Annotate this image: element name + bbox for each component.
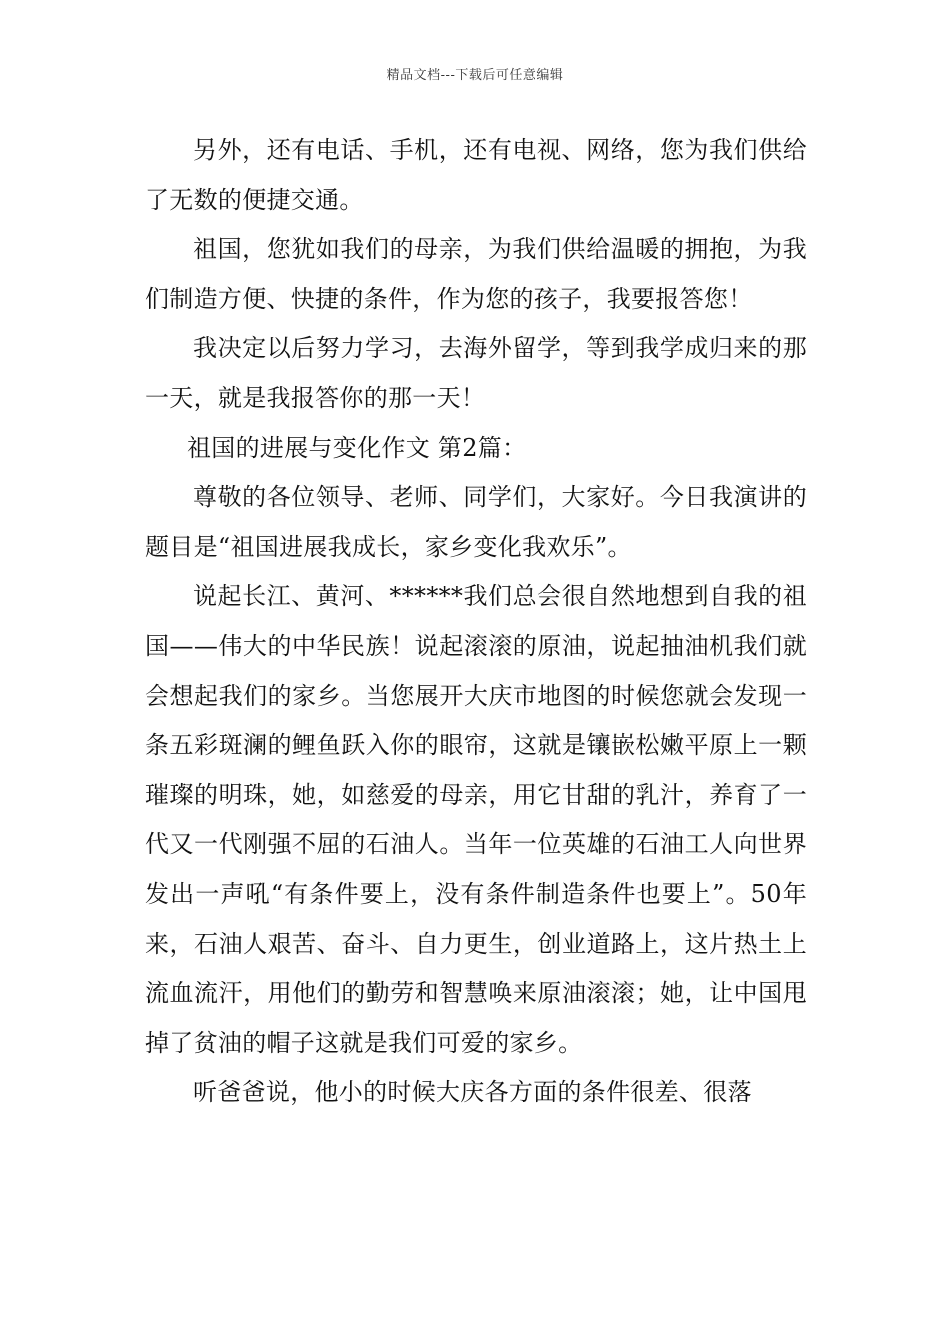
paragraph-5: 说起长江、黄河、******我们总会很自然地想到自我的祖国——伟大的中华民族！说起滚滚的原油，说起抽油机我们就会想起我们的家乡。当您展开大庆市地图的时候您就会发现一条五彩斑澜的鲤鱼跃入你的眼帘，这就是镶嵌松嫩平原上一颗璀璨的明珠，她，如慈爱的母亲，用它甘甜的乳汁，养育了一代又一代刚强不屈的石油人。当年一位英雄的石油工人向世界发出一声吼“有条件要上，没有条件制造条件也要上”。50年来，石油人艰苦、奋斗、自力更生，创业道路上，这片热土上流血流汗，用他们的勤劳和智慧唤来原油滚滚；她，让中国甩掉了贫油的帽子这就是我们可爱的家乡。 <box>145 582 807 1057</box>
paragraph-1: 另外，还有电话、手机，还有电视、网络，您为我们供给了无数的便捷交通。 <box>145 136 807 214</box>
section-heading: 祖国的进展与变化作文 第2篇： <box>187 433 527 462</box>
paragraph-4: 尊敬的各位领导、老师、同学们，大家好。今日我演讲的题目是“祖国进展我成长，家乡变化我欢乐”。 <box>145 483 807 561</box>
paragraph-6: 听爸爸说，他小的时候大庆各方面的条件很差、很落 <box>193 1078 752 1107</box>
paragraph-3: 我决定以后努力学习，去海外留学，等到我学成归来的那一天，就是我报答你的那一天！ <box>145 334 807 412</box>
document-body <box>145 126 807 1118</box>
page-header: 精品文档---下载后可任意编辑 <box>386 68 564 83</box>
paragraph-2: 祖国，您犹如我们的母亲，为我们供给温暖的拥抱，为我们制造方便、快捷的条件，作为您的孩子，我要报答您！ <box>145 235 807 313</box>
